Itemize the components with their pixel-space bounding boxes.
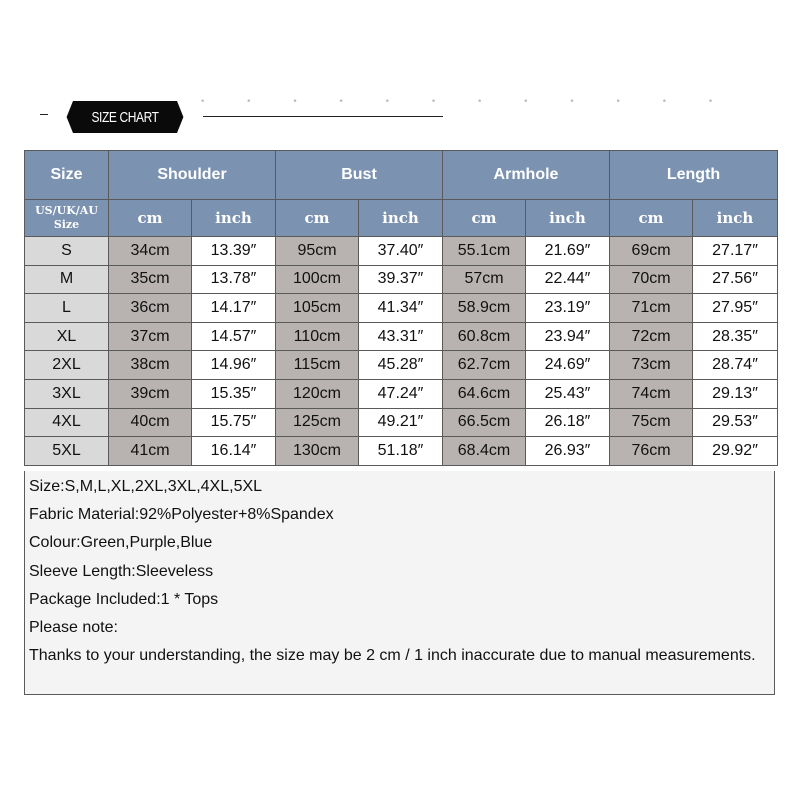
table-row (25, 237, 778, 266)
banner-title: SIZE CHART (73, 101, 177, 133)
size-chart-table (24, 150, 778, 466)
length-cm-cell: 73cm (610, 351, 693, 380)
armhole-inch-cell: 24.69″ (526, 351, 610, 380)
bust-cm-cell: 130cm (276, 437, 359, 466)
info-note-heading: Please note: (29, 619, 118, 637)
shoulder-cm-cell: 35cm (109, 265, 192, 294)
armhole-cm-cell: 58.9cm (443, 294, 526, 323)
bust-inch-cell: 47.24″ (359, 379, 443, 408)
shoulder-cm-cell: 38cm (109, 351, 192, 380)
length-inch-cell: 28.35″ (693, 322, 778, 351)
armhole-inch-cell: 21.69″ (526, 237, 610, 266)
shoulder-cm-cell: 34cm (109, 237, 192, 266)
table-row (25, 379, 778, 408)
info-note-text: Thanks to your understanding, the size may be 2 cm / 1 inch inaccurate due to manual measurements. (29, 647, 756, 665)
length-cm-cell: 72cm (610, 322, 693, 351)
length-cm-cell: 71cm (610, 294, 693, 323)
banner-dash (40, 114, 48, 115)
info-sizes: Size:S,M,L,XL,2XL,3XL,4XL,5XL (29, 478, 263, 495)
armhole-cm-cell: 62.7cm (443, 351, 526, 380)
length-inch-cell: 29.53″ (693, 408, 778, 437)
bust-inch-cell: 43.31″ (359, 322, 443, 351)
table-row (25, 265, 778, 294)
unit-cm-header: cm (276, 200, 359, 237)
unit-cm-header: cm (109, 200, 192, 237)
size-cell: S (25, 237, 109, 266)
size-cell: 5XL (25, 437, 109, 466)
info-sleeve: Sleeve Length:Sleeveless (29, 562, 214, 580)
unit-inch-header: inch (359, 200, 443, 237)
length-cm-cell: 70cm (610, 265, 693, 294)
armhole-cm-cell: 55.1cm (443, 237, 526, 266)
size-cell: 3XL (25, 379, 109, 408)
armhole-inch-cell: 23.94″ (526, 322, 610, 351)
shoulder-cm-cell: 37cm (109, 322, 192, 351)
armhole-inch-cell: 22.44″ (526, 265, 610, 294)
bust-inch-cell: 39.37″ (359, 265, 443, 294)
length-cm-cell: 69cm (610, 237, 693, 266)
size-cell: 4XL (25, 408, 109, 437)
bust-cm-cell: 125cm (276, 408, 359, 437)
unit-cm-header: cm (610, 200, 693, 237)
length-inch-cell: 28.74″ (693, 351, 778, 380)
unit-inch-header: inch (192, 200, 276, 237)
length-inch-cell: 29.13″ (693, 379, 778, 408)
bust-cm-cell: 105cm (276, 294, 359, 323)
info-package: Package Included:1 * Tops (29, 590, 219, 608)
shoulder-inch-cell: 15.35″ (192, 379, 276, 408)
size-table-body (25, 237, 778, 466)
armhole-cm-cell: 60.8cm (443, 322, 526, 351)
bust-cm-cell: 115cm (276, 351, 359, 380)
armhole-inch-cell: 26.18″ (526, 408, 610, 437)
table-row (25, 322, 778, 351)
length-cm-cell: 76cm (610, 437, 693, 466)
bust-cm-cell: 120cm (276, 379, 359, 408)
length-cm-cell: 74cm (610, 379, 693, 408)
armhole-inch-cell: 25.43″ (526, 379, 610, 408)
info-colour: Colour:Green,Purple,Blue (29, 534, 213, 552)
bust-cm-cell: 110cm (276, 322, 359, 351)
bust-inch-cell: 45.28″ (359, 351, 443, 380)
armhole-inch-cell: 23.19″ (526, 294, 610, 323)
shoulder-inch-cell: 13.78″ (192, 265, 276, 294)
region-size-header (25, 200, 109, 237)
armhole-cm-cell: 66.5cm (443, 408, 526, 437)
size-chart-banner (0, 95, 800, 140)
bust-inch-cell: 41.34″ (359, 294, 443, 323)
shoulder-inch-cell: 15.75″ (192, 408, 276, 437)
table-subheader-row (25, 200, 778, 237)
unit-inch-header: inch (693, 200, 778, 237)
shoulder-inch-cell: 13.39″ (192, 237, 276, 266)
armhole-cm-cell: 68.4cm (443, 437, 526, 466)
armhole-cm-cell: 64.6cm (443, 379, 526, 408)
table-row (25, 437, 778, 466)
size-cell: M (25, 265, 109, 294)
shoulder-inch-cell: 14.17″ (192, 294, 276, 323)
shoulder-cm-cell: 39cm (109, 379, 192, 408)
length-header: Length (610, 151, 778, 200)
region-size-line2: Size (53, 218, 80, 231)
shoulder-cm-cell: 41cm (109, 437, 192, 466)
bust-inch-cell: 51.18″ (359, 437, 443, 466)
shoulder-inch-cell: 16.14″ (192, 437, 276, 466)
table-row (25, 408, 778, 437)
shoulder-inch-cell: 14.57″ (192, 322, 276, 351)
banner-dots: • • • • • • • • • • • • (200, 97, 733, 107)
bust-inch-cell: 49.21″ (359, 408, 443, 437)
banner-rule (203, 116, 443, 117)
size-cell: XL (25, 322, 109, 351)
length-inch-cell: 27.56″ (693, 265, 778, 294)
region-size-line1: US/UK/AU (35, 204, 98, 217)
table-row (25, 351, 778, 380)
length-cm-cell: 75cm (610, 408, 693, 437)
armhole-inch-cell: 26.93″ (526, 437, 610, 466)
table-header-row (25, 151, 778, 200)
shoulder-inch-cell: 14.96″ (192, 351, 276, 380)
bust-header: Bust (276, 151, 443, 200)
size-cell: 2XL (25, 351, 109, 380)
shoulder-cm-cell: 40cm (109, 408, 192, 437)
bust-cm-cell: 100cm (276, 265, 359, 294)
size-column-header: Size (25, 151, 109, 200)
size-cell: L (25, 294, 109, 323)
length-inch-cell: 29.92″ (693, 437, 778, 466)
unit-cm-header: cm (443, 200, 526, 237)
product-info-box (24, 471, 775, 695)
shoulder-cm-cell: 36cm (109, 294, 192, 323)
armhole-header: Armhole (443, 151, 610, 200)
armhole-cm-cell: 57cm (443, 265, 526, 294)
shoulder-header: Shoulder (109, 151, 276, 200)
length-inch-cell: 27.95″ (693, 294, 778, 323)
info-fabric: Fabric Material:92%Polyester+8%Spandex (29, 506, 334, 524)
bust-inch-cell: 37.40″ (359, 237, 443, 266)
bust-cm-cell: 95cm (276, 237, 359, 266)
unit-inch-header: inch (526, 200, 610, 237)
table-row (25, 294, 778, 323)
length-inch-cell: 27.17″ (693, 237, 778, 266)
